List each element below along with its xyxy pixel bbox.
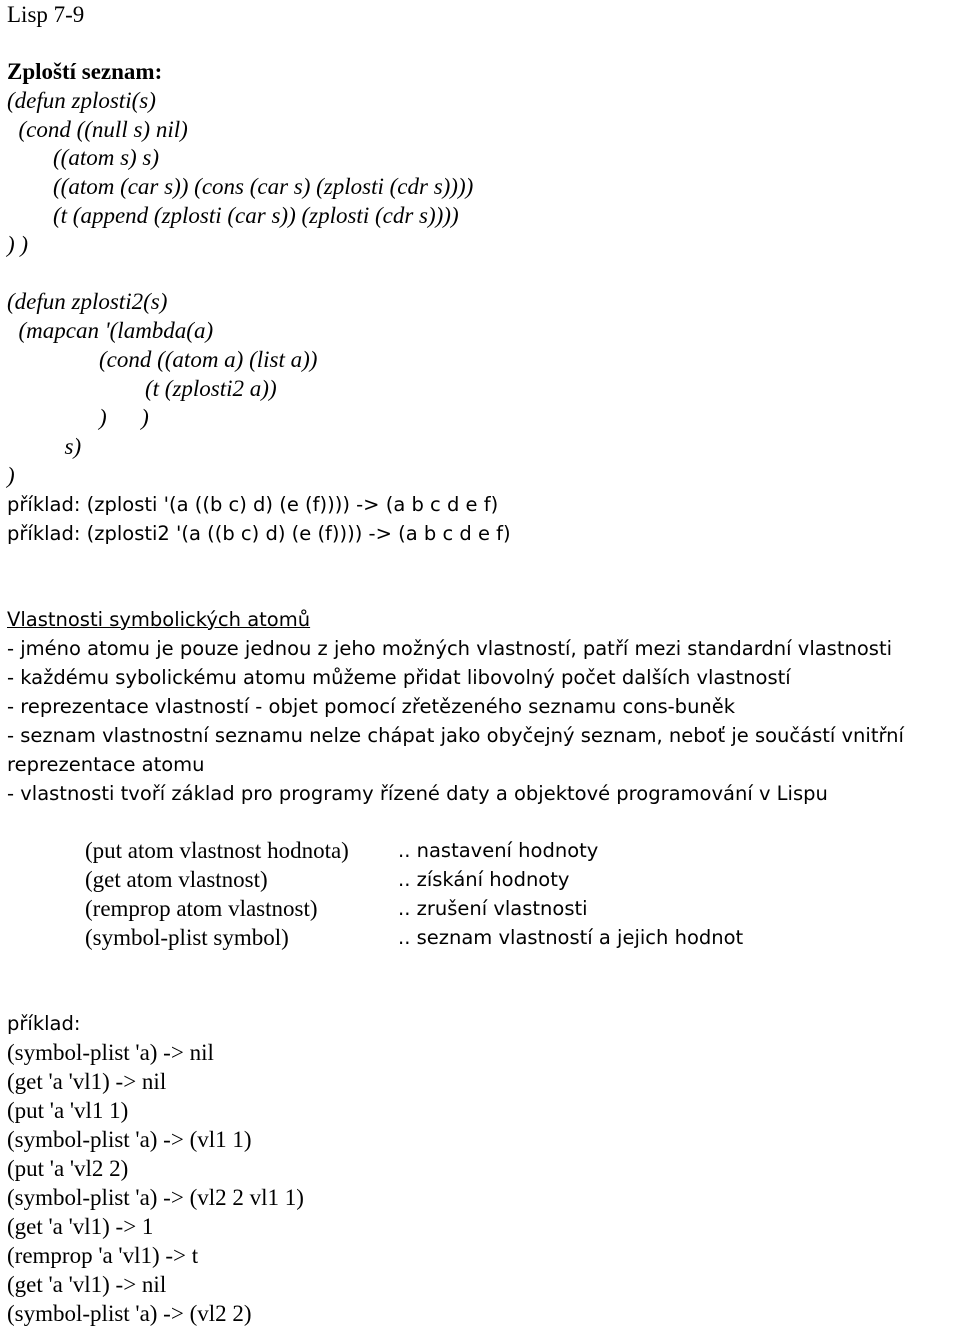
- function-description: .. získání hodnoty: [398, 868, 570, 891]
- code-line: (mapcan '(lambda(a): [7, 318, 214, 343]
- code-line: ((atom s) s): [7, 145, 160, 170]
- section-heading-properties: Vlastnosti symbolických atomů: [7, 608, 311, 631]
- function-description: .. nastavení hodnoty: [398, 839, 599, 862]
- code-line: s): [7, 434, 82, 459]
- code-line: ((atom (car s)) (cons (car s) (zplosti (cdr s)))): [7, 174, 474, 199]
- bullet-item: - jméno atomu je pouze jednou z jeho možných vlastností, patří mezi standardní vlastnosti: [7, 637, 893, 660]
- code-line: ) ): [7, 232, 29, 257]
- function-call: (get atom vlastnost): [85, 867, 268, 892]
- code-line: ) ): [7, 405, 149, 430]
- code-line: (t (append (zplosti (car s)) (zplosti (cdr s)))): [7, 203, 459, 228]
- page-title: Lisp 7-9: [7, 2, 85, 27]
- example-code-line: (symbol-plist 'a) -> (vl2 2): [7, 1301, 252, 1326]
- example-code-line: (get 'a 'vl1) -> 1: [7, 1214, 154, 1239]
- function-description: .. zrušení vlastnosti: [398, 897, 588, 920]
- bullet-item: - každému sybolickému atomu můžeme přidat libovolný počet dalších vlastností: [7, 666, 791, 689]
- example-line: příklad: (zplosti '(a ((b c) d) (e (f)))) -> (a b c d e f): [7, 493, 499, 516]
- code-line: (cond ((atom a) (list a)): [7, 347, 318, 372]
- function-call: (symbol-plist symbol): [85, 925, 289, 950]
- example-code-line: (symbol-plist 'a) -> (vl2 2 vl1 1): [7, 1185, 304, 1210]
- example-code-line: (get 'a 'vl1) -> nil: [7, 1069, 167, 1094]
- code-line: (defun zplosti2(s): [7, 289, 168, 314]
- bullet-item: reprezentace atomu: [7, 753, 205, 776]
- bullet-item: - reprezentace vlastností - objet pomocí zřetězeného seznamu cons-buněk: [7, 695, 736, 718]
- example-heading: příklad:: [7, 1012, 81, 1035]
- example-code-line: (get 'a 'vl1) -> nil: [7, 1272, 167, 1297]
- example-code-line: (remprop 'a 'vl1) -> t: [7, 1243, 199, 1268]
- code-line: (cond ((null s) nil): [7, 117, 188, 142]
- function-description: .. seznam vlastností a jejich hodnot: [398, 926, 744, 949]
- bullet-item: - vlastnosti tvoří základ pro programy řízené daty a objektové programování v Lispu: [7, 782, 828, 805]
- section-heading-flatten: Zploští seznam:: [7, 59, 163, 84]
- example-code-line: (symbol-plist 'a) -> nil: [7, 1040, 214, 1065]
- code-line: (t (zplosti2 a)): [7, 376, 277, 401]
- function-call: (remprop atom vlastnost): [85, 896, 318, 921]
- code-line: (defun zplosti(s): [7, 88, 156, 113]
- example-code-line: (put 'a 'vl1 1): [7, 1098, 129, 1123]
- example-code-line: (put 'a 'vl2 2): [7, 1156, 129, 1181]
- code-line: ): [7, 463, 15, 488]
- bullet-item: - seznam vlastnostní seznamu nelze chápat jako obyčejný seznam, neboť je součástí vnitřní: [7, 724, 904, 747]
- example-code-line: (symbol-plist 'a) -> (vl1 1): [7, 1127, 252, 1152]
- function-call: (put atom vlastnost hodnota): [85, 838, 349, 863]
- example-line: příklad: (zplosti2 '(a ((b c) d) (e (f)))) -> (a b c d e f): [7, 522, 511, 545]
